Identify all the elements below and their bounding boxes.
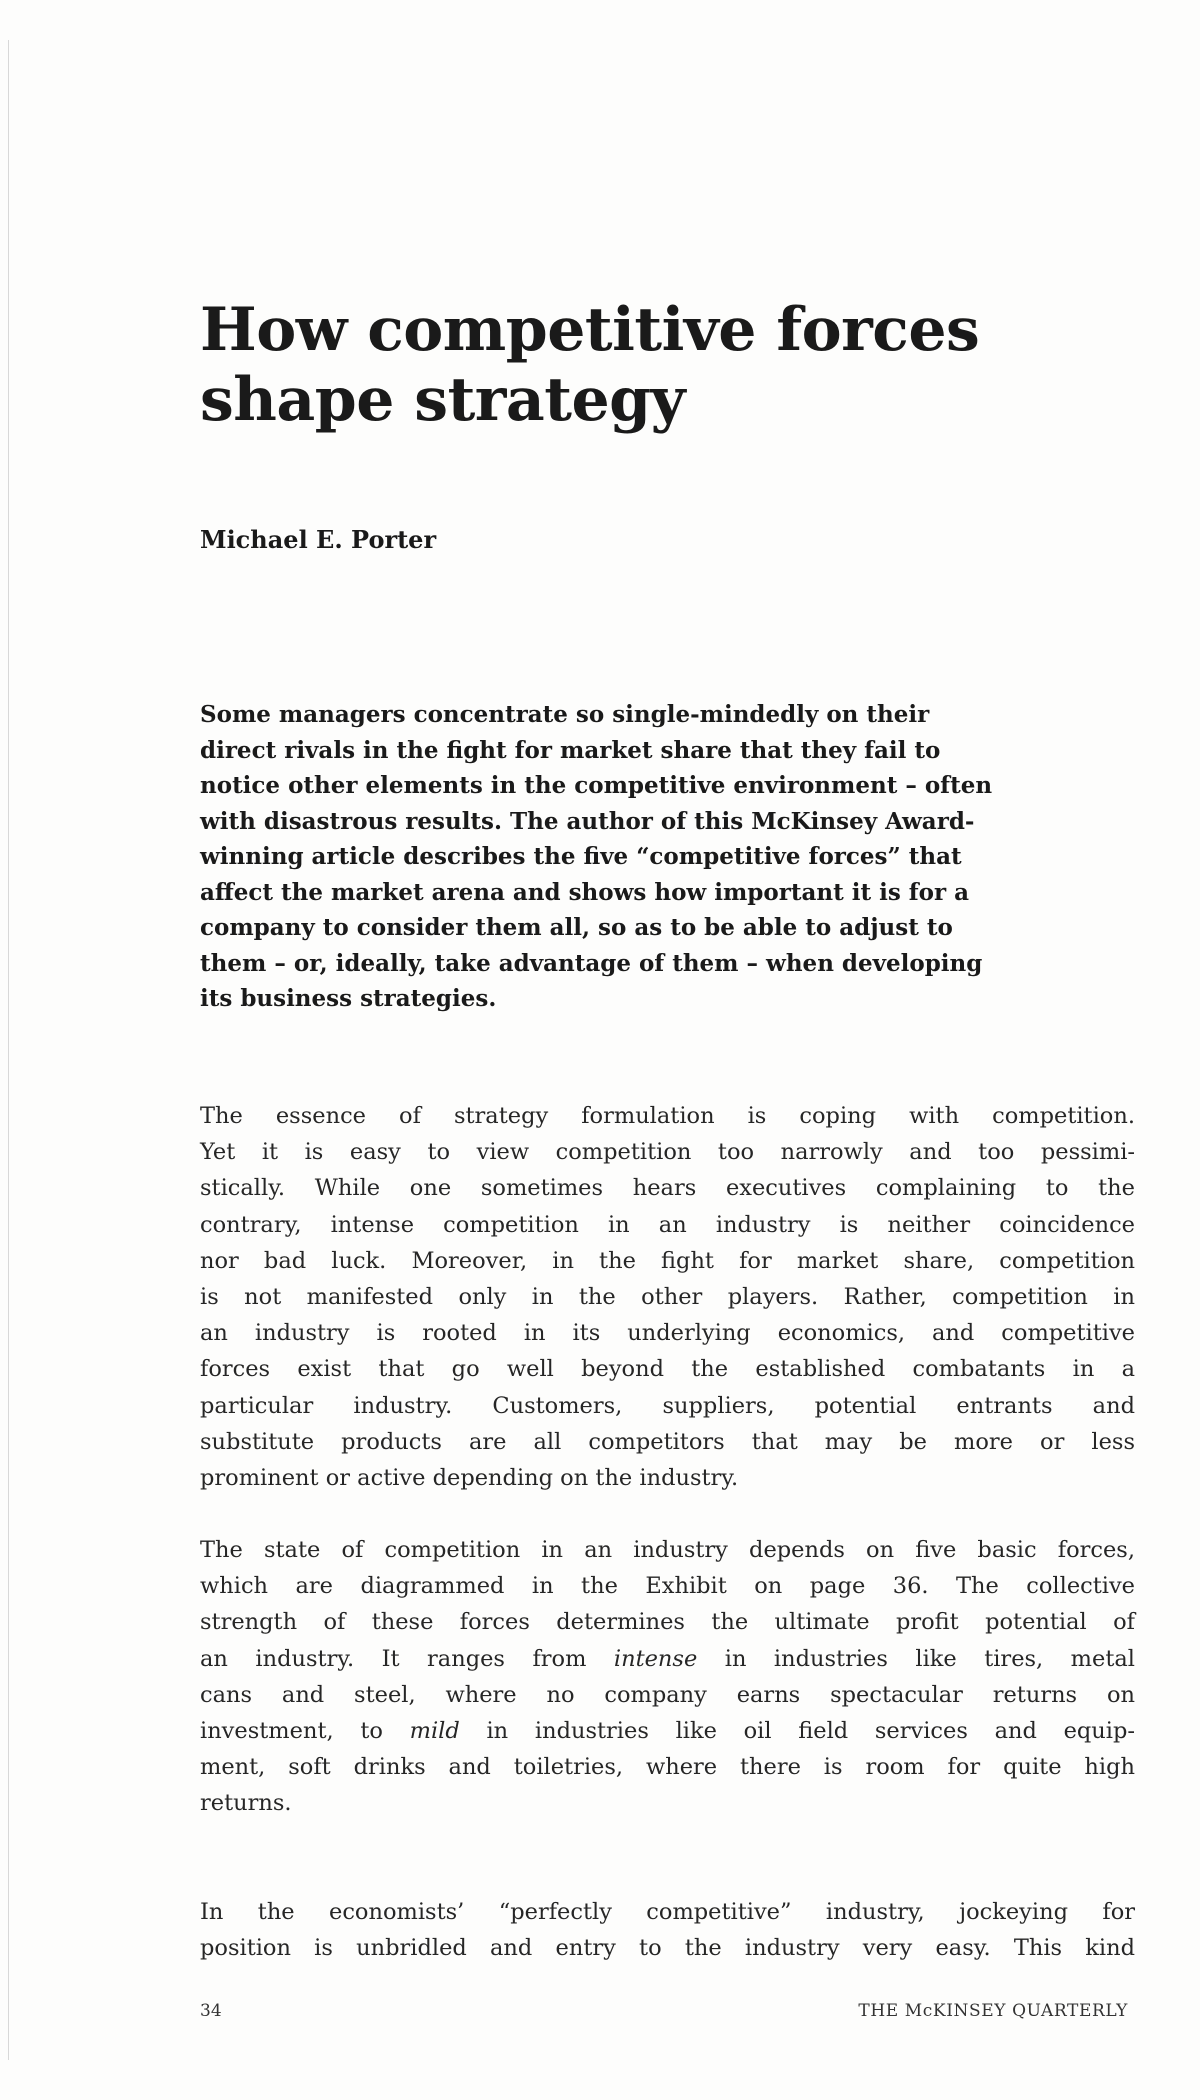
- body-paragraph-2: [200, 1532, 1135, 1822]
- body-line: ment, soft drinks and toiletries, where there is room for quite high: [200, 1754, 1135, 1781]
- emphasis-intense: intense: [613, 1645, 698, 1672]
- abstract-line: company to consider them all, so as to be able to adjust to: [200, 914, 953, 941]
- page-number: 34: [200, 2001, 222, 2021]
- body-line: which are diagrammed in the Exhibit on page 36. The collective: [200, 1573, 1135, 1600]
- article-title: [200, 295, 1100, 435]
- body-line: particular industry. Customers, suppliers, potential entrants and: [200, 1392, 1135, 1419]
- body-line: cans and steel, where no company earns spectacular returns on: [200, 1681, 1135, 1708]
- text-run: investment, to: [200, 1718, 410, 1745]
- journal-name: THE McKINSEY QUARTERLY: [858, 2001, 1128, 2021]
- body-line: contrary, intense competition in an industry is neither coincidence: [200, 1211, 1135, 1238]
- abstract: [200, 697, 1135, 1017]
- body-line: substitute products are all competitors that may be more or less: [200, 1428, 1135, 1455]
- page-edge-line: [8, 40, 9, 2060]
- author-name: Michael E. Porter: [200, 525, 437, 554]
- body-line: position is unbridled and entry to the industry very easy. This kind: [200, 1935, 1135, 1962]
- body-line: prominent or active depending on the industry.: [200, 1465, 739, 1492]
- body-line: an industry is rooted in its underlying economics, and competitive: [200, 1320, 1135, 1347]
- abstract-line: them – or, ideally, take advantage of them – when developing: [200, 949, 983, 977]
- body-line: nor bad luck. Moreover, in the fight for market share, competition: [200, 1247, 1135, 1274]
- abstract-line: direct rivals in the fight for market share that they fail to: [200, 736, 941, 764]
- abstract-line: with disastrous results. The author of this McKinsey Award-: [200, 807, 975, 835]
- body-line: is not manifested only in the other players. Rather, competition in: [200, 1284, 1135, 1311]
- abstract-line: affect the market arena and shows how important it is for a: [200, 878, 970, 906]
- title-line: How competitive forces: [200, 295, 980, 365]
- body-line: In the economists’ “perfectly competitive” industry, jockeying for: [200, 1899, 1135, 1925]
- body-paragraph-1: [200, 1098, 1135, 1496]
- body-line: forces exist that go well beyond the established combatants in a: [200, 1356, 1135, 1383]
- title-line: shape strategy: [200, 365, 685, 435]
- body-paragraph-3: [200, 1894, 1135, 1966]
- emphasis-mild: mild: [409, 1718, 460, 1745]
- body-line: The state of competition in an industry depends on five basic forces,: [200, 1537, 1135, 1563]
- body-line: returns.: [200, 1790, 292, 1817]
- text-run: an industry. It ranges from: [200, 1645, 614, 1672]
- abstract-line: its business strategies.: [200, 985, 497, 1012]
- body-line: stically. While one sometimes hears executives complaining to the: [200, 1175, 1135, 1202]
- abstract-line: Some managers concentrate so single-mindedly on their: [200, 701, 930, 728]
- body-line: Yet it is easy to view competition too narrowly and too pessimi-: [200, 1139, 1135, 1166]
- body-line: [200, 1641, 1135, 1677]
- body-line: [200, 1713, 1135, 1749]
- body-line: The essence of strategy formulation is coping with competition.: [200, 1103, 1135, 1129]
- abstract-line: winning article describes the five “competitive forces” that: [200, 843, 962, 870]
- text-run: in industries like tires, metal: [697, 1645, 1135, 1672]
- body-line: strength of these forces determines the ultimate profit potential of: [200, 1609, 1135, 1636]
- text-run: in industries like oil field services and equip-: [459, 1718, 1136, 1745]
- abstract-line: notice other elements in the competitive environment – often: [200, 772, 993, 799]
